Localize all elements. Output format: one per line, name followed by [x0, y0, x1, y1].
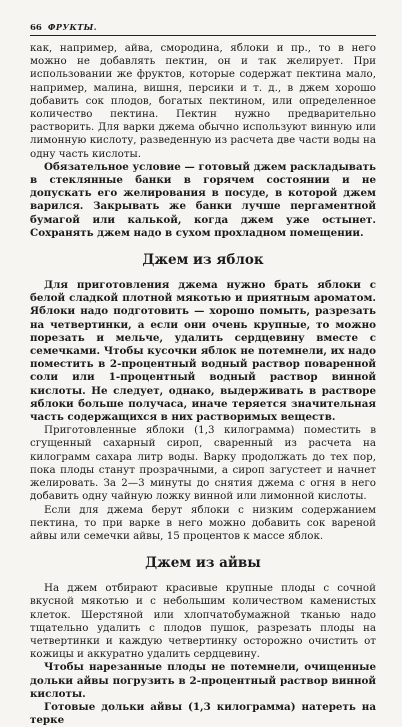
apple-paragraph-1: Для приготовления джема нужно брать яблоки с белой сладкой плотной мякотью и приятным ароматом. Яблоки надо подготовить — хорошо помыть, разрезать на четвертинки, а если они очень крупные, то можно порезать и мельче, удалить сердцевину вместе с семечками. Чтобы кусочки яблок не потемнели, их надо поместить в 2-процентный водный раствор поваренной соли или 1-процентный водный раствор винной кислоты. Не следует, однако, выдерживать в растворе яблоки больше получаса, иначе теряется значительная часть содержащихся в них растворимых веществ.: [30, 279, 376, 424]
page-header: [30, 22, 376, 36]
page-number: 66: [30, 23, 42, 33]
quince-paragraph-3: Готовые дольки айвы (1,3 килограмма) натереть на терке: [30, 700, 376, 727]
quince-paragraph-2: Чтобы нарезанные плоды не потемнели, очищенные дольки айвы погрузить в 2-процентный раствор винной кислоты.: [30, 661, 376, 700]
apple-paragraph-3: Если для джема берут яблоки с низким содержанием пектина, то при варке в него можно добавить сок вареной айвы или семечки айвы, 15 процентов к массе яблок.: [30, 503, 376, 542]
intro-paragraph-2: Обязательное условие — готовый джем раскладывать в стеклянные банки в горячем состоянии и не допускать его желирования в посуде, в которой джем варился. Закрывать же банки лучше пергаментной бумагой или калькой, когда джем уже остынет. Сохранять джем надо в сухом прохладном помещении.: [30, 160, 376, 239]
quince-paragraph-1: На джем отбирают красивые крупные плоды с сочной вкусной мякотью и с небольшим количеством каменистых клеток. Шерстяной или хлопчатобумажной тканью надо тщательно удалить с плодов пушок, разрезать плоды на четвертинки и каждую четвертинку осторожно очистить от кожицы и аккуратно удалить сердцевину.: [30, 582, 376, 661]
running-head: ФРУКТЫ.: [47, 22, 98, 32]
section-title-quince-jam: Джем из айвы: [145, 555, 261, 572]
intro-paragraph-1: как, например, айва, смородина, яблоки и пр., то в него можно не добавлять пектин, он и так желирует. При использовании же фруктов, которые содержат пектина мало, например, малина, вишня, персики и т. д., в джем хорошо добавить сок плодов, богатых пектином, или определенное количество пектина. Пектин нужно предварительно растворить. Для варки джема обычно используют винную или лимонную кислоту, разведенную из расчета две части воды на одну часть кислоты.: [30, 42, 376, 160]
apple-paragraph-2: Приготовленные яблоки (1,3 килограмма) поместить в сгущенный сахарный сироп, сваренный из расчета на килограмм сахара литр воды. Варку продолжать до тех пор, пока плоды станут прозрачными, а сироп загустеет и начнет желировать. За 2—3 минуты до снятия джема с огня в него добавить одну чайную ложку винной или лимонной кислоты.: [30, 424, 376, 503]
section-title-apple-jam: Джем из яблок: [142, 252, 264, 269]
